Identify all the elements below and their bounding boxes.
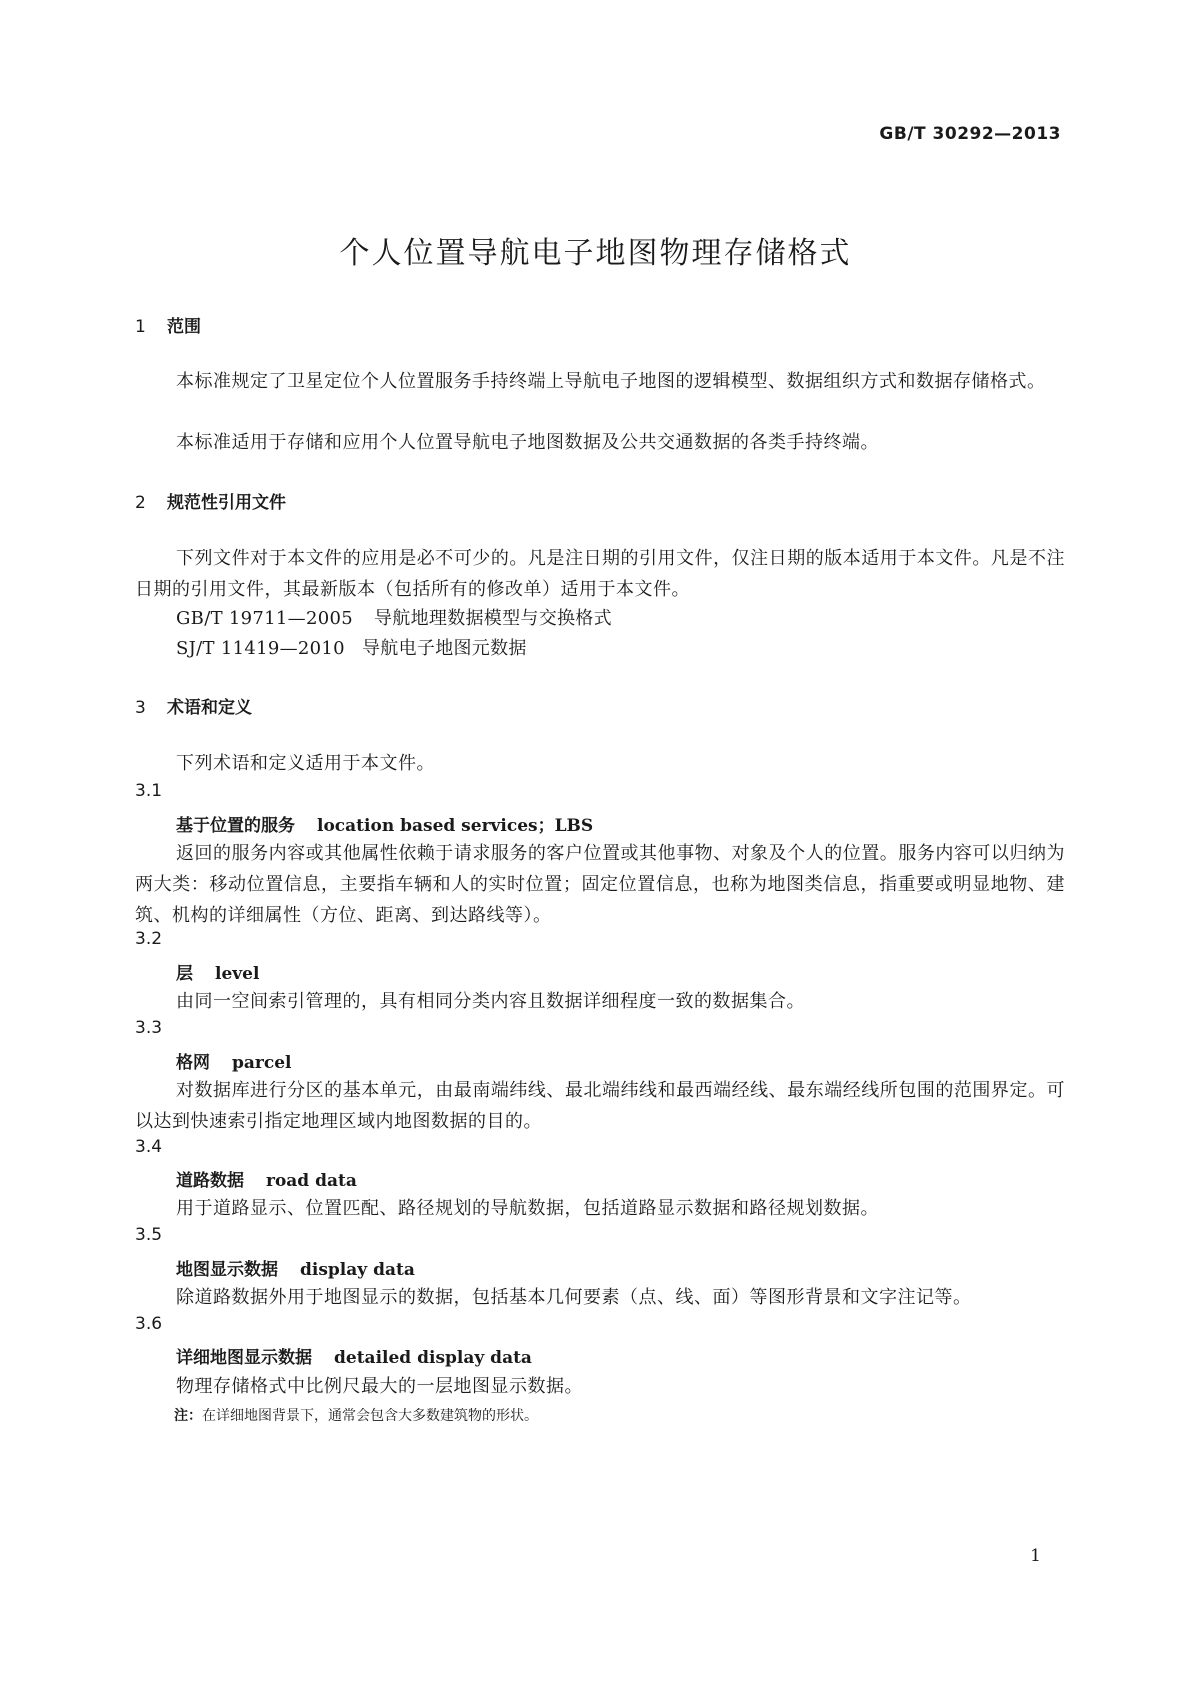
document-title: 个人位置导航电子地图物理存储格式	[339, 236, 852, 271]
term-heading	[176, 1048, 291, 1073]
term-definition: 物理存储格式中比例尺最大的一层地图显示数据。	[176, 1376, 583, 1397]
reference-code: GB/T 19711—2005	[176, 608, 353, 629]
term-number: 3.2	[135, 929, 163, 949]
term-number: 3.1	[135, 781, 163, 801]
section-title: 规范性引用文件	[167, 493, 286, 513]
term-english: location based services；LBS	[317, 816, 594, 836]
reference-code: SJ/T 11419—2010	[176, 638, 345, 659]
term-definition: 除道路数据外用于地图显示的数据，包括基本几何要素（点、线、面）等图形背景和文字注记等。	[176, 1287, 972, 1308]
section-title: 术语和定义	[167, 698, 252, 718]
section-2-paragraph-1: 下列文件对于本文件的应用是必不可少的。凡是注日期的引用文件，仅注日期的版本适用于本文件。凡是不注日期的引用文件，其最新版本（包括所有的修改单）适用于本文件。	[135, 548, 1065, 600]
term-english: detailed display data	[334, 1348, 532, 1368]
term-heading	[176, 1166, 357, 1191]
note-text: 在详细地图背景下，通常会包含大多数建筑物的形状。	[202, 1408, 538, 1424]
term-chinese: 层	[176, 964, 193, 984]
note	[174, 1405, 538, 1425]
term-chinese: 详细地图显示数据	[176, 1348, 312, 1368]
term-number: 3.6	[135, 1314, 163, 1334]
section-1-paragraph-2: 本标准适用于存储和应用个人位置导航电子地图数据及公共交通数据的各类手持终端。	[176, 432, 879, 453]
section-number: 2	[135, 493, 146, 513]
term-heading	[176, 1343, 532, 1368]
term-english: level	[215, 964, 260, 984]
term-heading	[176, 1255, 415, 1280]
section-number: 1	[135, 317, 146, 337]
section-1-paragraph-1: 本标准规定了卫星定位个人位置服务手持终端上导航电子地图的逻辑模型、数据组织方式和数据存储格式。	[176, 371, 1046, 392]
term-heading	[176, 959, 259, 984]
term-chinese: 地图显示数据	[176, 1260, 278, 1280]
reference-title: 导航地理数据模型与交换格式	[374, 608, 612, 629]
page-number: 1	[1030, 1546, 1041, 1566]
section-3-intro: 下列术语和定义适用于本文件。	[176, 753, 435, 774]
note-label: 注：	[174, 1408, 202, 1424]
term-chinese: 格网	[176, 1053, 210, 1073]
term-heading	[176, 811, 593, 836]
section-1-heading	[135, 312, 201, 337]
term-definition: 对数据库进行分区的基本单元，由最南端纬线、最北端纬线和最西端经线、最东端经线所包围的范围界定。可以达到快速索引指定地理区域内地图数据的目的。	[135, 1080, 1065, 1132]
section-2-heading	[135, 488, 286, 513]
reference-title: 导航电子地图元数据	[362, 638, 527, 659]
term-definition: 用于道路显示、位置匹配、路径规划的导航数据，包括道路显示数据和路径规划数据。	[176, 1198, 879, 1219]
term-english: road data	[266, 1171, 357, 1191]
term-number: 3.3	[135, 1018, 163, 1038]
term-chinese: 基于位置的服务	[176, 816, 295, 836]
term-english: display data	[300, 1260, 415, 1280]
term-chinese: 道路数据	[176, 1171, 244, 1191]
standard-code: GB/T 30292—2013	[879, 124, 1061, 144]
section-title: 范围	[167, 317, 201, 337]
section-3-heading	[135, 693, 252, 718]
term-definition: 返回的服务内容或其他属性依赖于请求服务的客户位置或其他事物、对象及个人的位置。服务内容可以归纳为两大类：移动位置信息，主要指车辆和人的实时位置；固定位置信息，也称为地图类信息，指重要或明显地物、建筑、机构的详细属性（方位、距离、到达路线等）。	[135, 843, 1065, 926]
term-definition: 由同一空间索引管理的，具有相同分类内容且数据详细程度一致的数据集合。	[176, 991, 805, 1012]
term-english: parcel	[232, 1053, 292, 1073]
term-number: 3.4	[135, 1137, 163, 1157]
normative-reference	[176, 634, 527, 660]
term-number: 3.5	[135, 1225, 163, 1245]
section-number: 3	[135, 698, 146, 718]
normative-reference	[176, 604, 612, 630]
